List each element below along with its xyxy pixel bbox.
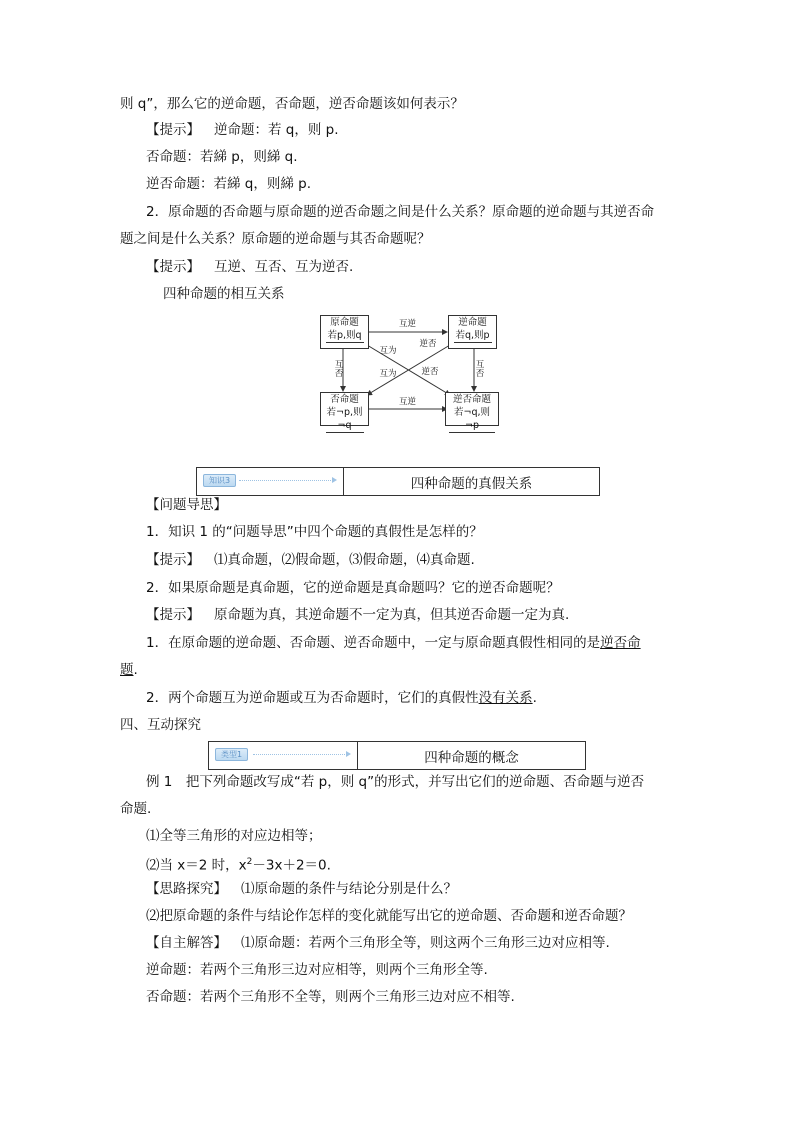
right-relation-label: 互否 [475, 360, 485, 379]
summary-text: . [532, 690, 537, 706]
diagram-caption: 四种命题的相互关系 [163, 286, 285, 302]
analysis-line: ⑵把原命题的条件与结论作怎样的变化就能写出它的逆命题、否命题和逆否命题？ [146, 908, 632, 924]
analysis-text: ⑴原命题的条件与结论分别是什么？ [241, 881, 457, 897]
tag-arrow-icon [253, 754, 349, 755]
example-item [146, 853, 331, 875]
text-line: 否命题：若綈 p，则綈 q. [146, 149, 298, 165]
tag-arrow-icon [239, 480, 335, 481]
type-tag-icon: 类型1 [215, 748, 248, 761]
cross-left-bottom-label: 互为 [379, 369, 397, 379]
cross-right-bottom-label: 逆否 [421, 367, 439, 377]
answer-line: 逆命题：若两个三角形三边对应相等，则两个三角形全等. [146, 962, 488, 978]
analysis-line [146, 880, 457, 898]
text-line: 题之间是什么关系？原命题的逆命题与其否命题呢？ [120, 231, 431, 247]
section-title: 四种命题的真假关系 [410, 475, 533, 492]
box-title: 否命题 [330, 394, 359, 405]
original-proposition-box [320, 315, 369, 349]
summary-line [146, 634, 641, 652]
text-line: 逆否命题：若綈 q，则綈 p. [146, 176, 312, 192]
answer-line [146, 934, 610, 952]
hint-label: 【提示】 [146, 607, 200, 623]
hint-label: 【提示】 [146, 259, 200, 275]
hint-text: 逆命题：若 q，则 p. [214, 122, 339, 138]
four-propositions-diagram [319, 311, 500, 429]
text-line: 2．原命题的否命题与原命题的逆否命题之间是什么关系？原命题的逆命题与其逆否命 [146, 204, 655, 220]
box-formula: 若q,则p [455, 330, 490, 341]
box-title: 原命题 [330, 317, 359, 328]
box-formula: 若p,则q [327, 330, 362, 341]
box-title: 逆命题 [458, 317, 487, 328]
answer-label: 【自主解答】 [146, 935, 227, 951]
inverse-proposition-box [320, 392, 369, 431]
equation-text: －3x＋2＝0. [252, 857, 331, 874]
hint-label: 【提示】 [146, 552, 200, 568]
answer-text: ⑴原命题：若两个三角形全等，则这两个三角形三边对应相等. [241, 935, 610, 951]
example-item: ⑴全等三角形的对应边相等； [146, 828, 322, 844]
converse-proposition-box [448, 315, 497, 349]
summary-line [146, 689, 537, 707]
equation-exponent: 2 [246, 857, 253, 867]
section-title: 四种命题的概念 [424, 749, 519, 766]
bottom-relation-label: 互逆 [399, 397, 417, 407]
summary-text: 2．两个命题互为逆命题或互为否命题时，它们的真假性 [146, 690, 479, 706]
hint-line [146, 121, 339, 139]
contrapositive-proposition-box [445, 392, 499, 431]
text-line: 则 q”，那么它的逆命题，否命题，逆否命题该如何表示？ [120, 96, 464, 112]
hint-line [146, 551, 475, 569]
hint-text: 互逆、互否、互为逆否. [214, 259, 354, 275]
example-line: 例 1 把下列命题改写成“若 p，则 q”的形式，并写出它们的逆命题、否命题与逆否 [146, 774, 645, 790]
box-formula: 若¬p,则¬q [326, 407, 363, 431]
hint-line [146, 606, 569, 624]
summary-text: 1．在原命题的逆命题、否命题、逆否命题中，一定与原命题真假性相同的是 [146, 635, 601, 651]
hint-label: 【提示】 [146, 122, 200, 138]
hint-text: 原命题为真，其逆命题不一定为真，但其逆否命题一定为真. [214, 607, 570, 623]
box-formula: 若¬q,则¬p [449, 406, 495, 433]
bar-tag-cell [197, 468, 344, 495]
bar-tag-cell [209, 742, 358, 769]
fill-in-answer: 题 [120, 662, 134, 678]
type-section-bar [208, 741, 586, 770]
summary-text: . [133, 662, 138, 678]
equation-text: ⑵当 x＝2 时，x [146, 857, 247, 874]
knowledge-tag-icon: 知识3 [203, 474, 236, 487]
answer-line: 否命题：若两个三角形不全等，则两个三角形三边对应不相等. [146, 989, 515, 1005]
box-title: 逆否命题 [452, 394, 491, 405]
knowledge-section-bar [196, 467, 600, 496]
hint-text: ⑴真命题，⑵假命题，⑶假命题，⑷真命题. [214, 552, 475, 568]
question-line: 2．如果原命题是真命题，它的逆命题是真命题吗？它的逆否命题呢？ [146, 580, 560, 596]
fill-in-answer: 没有关系 [478, 690, 533, 706]
cross-right-label: 逆否 [419, 339, 437, 349]
left-relation-label: 互否 [334, 360, 344, 379]
hint-line [146, 258, 353, 276]
summary-line [120, 661, 138, 679]
section-heading: 四、互动探究 [120, 717, 201, 733]
question-guide-heading: 【问题导思】 [146, 497, 227, 513]
analysis-label: 【思路探究】 [146, 881, 227, 897]
top-relation-label: 互逆 [399, 319, 417, 329]
fill-in-answer: 逆否命 [600, 635, 641, 651]
question-line: 1．知识 1 的“问题导思”中四个命题的真假性是怎样的？ [146, 524, 483, 540]
example-line: 命题. [120, 801, 152, 817]
cross-left-label: 互为 [379, 346, 397, 356]
